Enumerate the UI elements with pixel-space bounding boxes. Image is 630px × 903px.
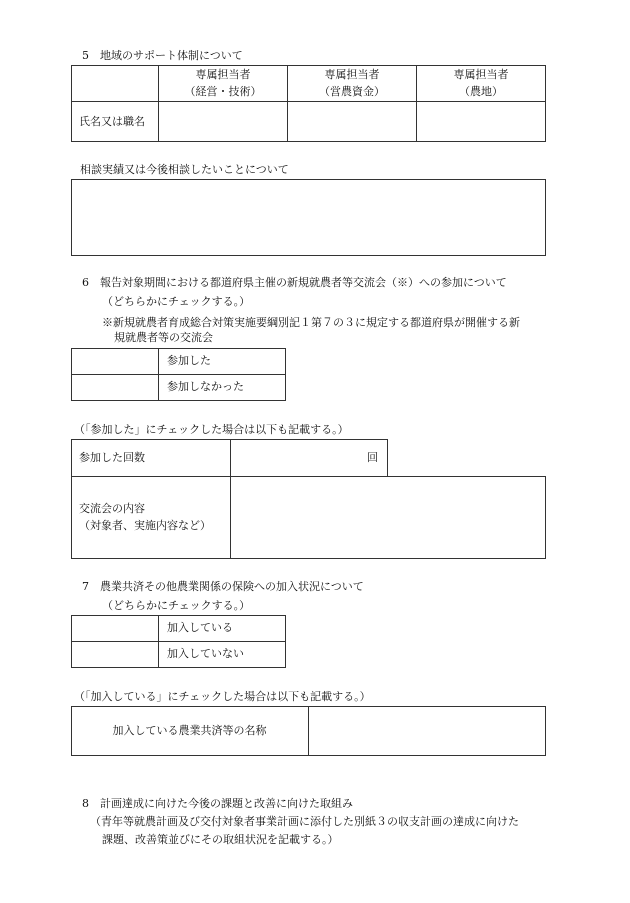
staff-finance-name-cell[interactable] — [288, 102, 416, 141]
content-textbox[interactable] — [231, 477, 545, 558]
exchange-table — [71, 439, 546, 559]
participation-checklist — [71, 348, 286, 401]
header-staff-management-sub: （経営・技術） — [184, 85, 262, 98]
section-6-instruction: （どちらかにチェックする。） — [102, 295, 251, 308]
section-7-instruction: （どちらかにチェックする。） — [102, 599, 251, 612]
count-unit: 回 — [367, 451, 378, 464]
content-label-sub: （対象者、実施内容など） — [79, 519, 211, 532]
section-6-note-line2: 規就農者等の交流会 — [114, 331, 213, 344]
section-7-heading: 7 農業共済その他農業関係の保険への加入状況について — [82, 580, 364, 593]
staff-management-name-cell[interactable] — [159, 102, 287, 141]
insurance-name-input[interactable] — [309, 707, 545, 755]
consult-label: 相談実績又は今後相談したいことについて — [80, 163, 289, 176]
insurance-name-table — [71, 706, 546, 756]
count-label: 参加した回数 — [79, 451, 145, 464]
content-label: 交流会の内容 — [79, 502, 145, 515]
section-6-heading: 6 報告対象期間における都道府県主催の新規就農者等交流会（※）への参加について — [82, 276, 507, 289]
participated-checkbox[interactable] — [72, 349, 158, 374]
header-staff-farmland: 専属担当者 — [453, 68, 509, 81]
section-8-note-line1: （青年等就農計画及び交付対象者事業計画に添付した別紙３の収支計画の達成に向けた — [90, 815, 519, 828]
insurance-checklist — [71, 615, 286, 668]
not-participated-checkbox[interactable] — [72, 375, 158, 400]
header-staff-farmland-sub: （農地） — [459, 85, 503, 98]
insurance-name-label: 加入している農業共済等の名称 — [112, 724, 267, 737]
option-enrolled: 加入している — [167, 621, 233, 634]
header-staff-management: 専属担当者 — [195, 68, 251, 81]
not-enrolled-checkbox[interactable] — [72, 642, 158, 667]
section-7-followup: （「加入している」にチェックした場合は以下も記載する。） — [74, 690, 371, 703]
enrolled-checkbox[interactable] — [72, 616, 158, 641]
section-8-heading: 8 計画達成に向けた今後の課題と改善に向けた取組み — [82, 797, 353, 810]
section-6-note-line1: ※新規就農者育成総合対策実施要綱別記１第７の３に規定する都道府県が開催する新 — [102, 316, 520, 329]
row-label-name: 氏名又は職名 — [79, 115, 145, 128]
count-input[interactable] — [231, 440, 366, 476]
option-not-enrolled: 加入していない — [167, 647, 244, 660]
section-5-heading: 5 地域のサポート体制について — [82, 49, 243, 62]
option-participated: 参加した — [167, 354, 211, 367]
header-staff-finance: 専属担当者 — [324, 68, 380, 81]
support-table — [71, 65, 546, 142]
staff-farmland-name-cell[interactable] — [417, 102, 545, 141]
header-staff-finance-sub: （営農資金） — [319, 85, 385, 98]
section-8-note-line2: 課題、改善策並びにその取組状況を記載する。） — [102, 833, 339, 846]
consult-textbox[interactable] — [71, 179, 546, 256]
section-6-followup: （「参加した」にチェックした場合は以下も記載する。） — [74, 423, 349, 436]
option-not-participated: 参加しなかった — [167, 380, 244, 393]
